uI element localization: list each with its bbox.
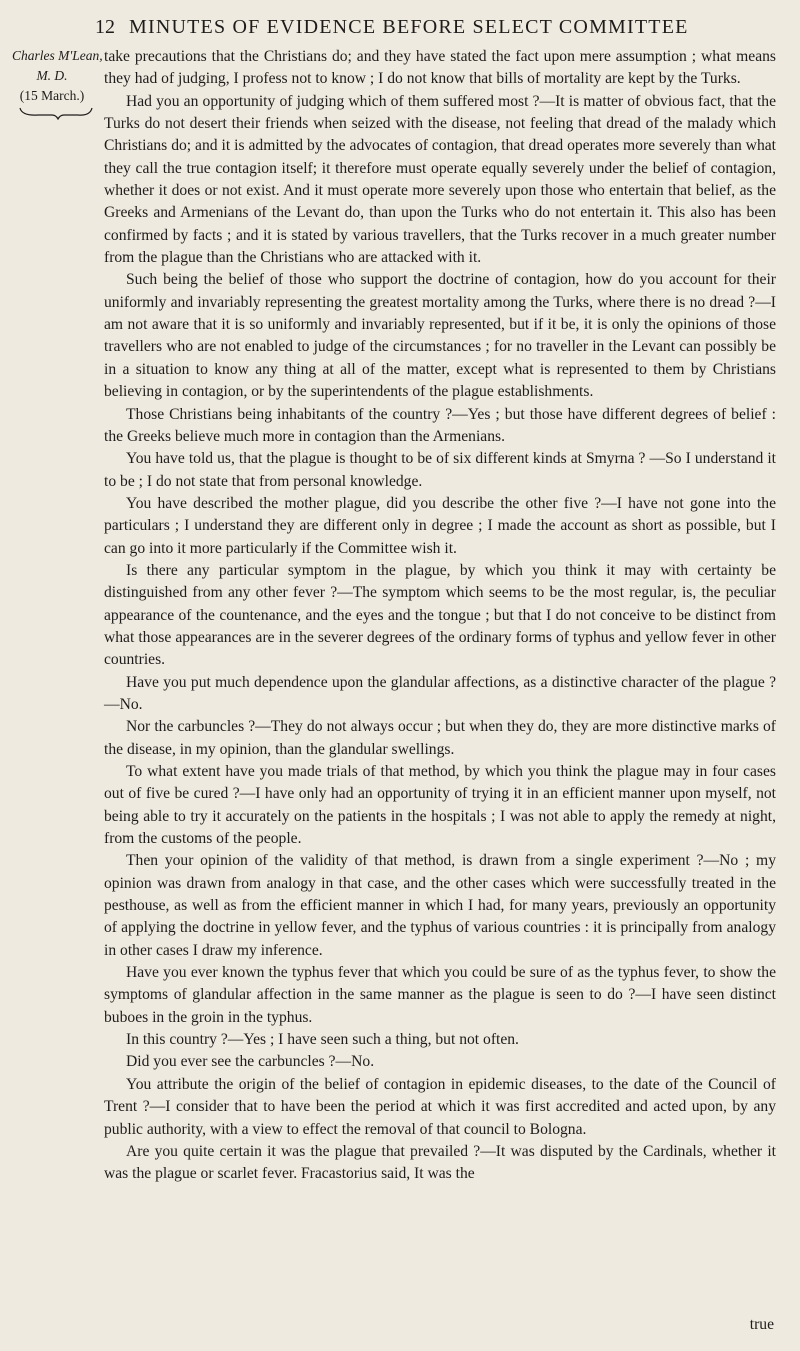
paragraph: Have you ever known the typhus fever that which you could be sure of as the typhus fever, to show the symptoms of glandular affection in the same manner as the plague is seen to do ?—I have seen distinct buboes in the groin in the typhus. [104, 964, 776, 1026]
paragraph: To what extent have you made trials of that method, by which you think the plague may in four cases out of five be cured ?—I have only had an opportunity of trying it in an efficient manner upon myself, not being able to try it accurately on the patients in the hospitals ; I was not able to apply the remedy at night, from the customs of the people. [104, 763, 776, 848]
brace-icon [18, 106, 94, 120]
body-text [104, 46, 776, 1186]
paragraph: Such being the belief of those who support the doctrine of contagion, how do you account for their uniformly and invariably representing the greatest mortality among the Turks, where there is no dread ?—I am not aware that it is so uniformly and invariably represented, but if it be, it is only the opinions of those travellers who are not enabled to judge of the circumstances ; for no traveller in the Levant can possibly be in a situation to know any thing at all of the matter, except what is represented to them by Christians believing in contagion, or by the superintendents of the plague establishments. [104, 271, 776, 401]
paragraph: Then your opinion of the validity of that method, is drawn from a single experiment ?—No ; my opinion was drawn from analogy in that case, and the other cases which were successfully treated in the pesthouse, as well as from the efficient manner in which I had, for many years, previously an opportunity of applying the doctrine in yellow fever, and the typhus of various countries : it is principally from analogy in other cases I draw my inference. [104, 852, 776, 959]
running-title: MINUTES OF EVIDENCE BEFORE SELECT COMMITTEE [129, 16, 689, 38]
paragraph: take precautions that the Christians do; and they have stated the fact upon mere assumption ; what means they had of judging, I profess not to know ; I do not know that bills of mortality are kept by the Turks. [104, 48, 776, 88]
paragraph: You attribute the origin of the belief of contagion in epidemic diseases, to the date of the Council of Trent ?—I consider that to have been the period at which it was first accredited and acted upon, by any public authority, with a view to effect the removal of that council to Bologna. [104, 1075, 776, 1138]
page-number: 12 [95, 16, 115, 38]
paragraph: Have you put much dependence upon the glandular affections, as a distinctive character of the plague ?—No. [104, 673, 776, 713]
paragraph: Are you quite certain it was the plague that prevailed ?—It was disputed by the Cardinals, whether it was the plague or scarlet fever. Fracastorius said, It was the [104, 1142, 776, 1183]
paragraph: Those Christians being inhabitants of the country ?—Yes ; but those have different degrees of belief : the Greeks believe much more in contagion than the Armenians. [104, 405, 776, 445]
catchword: true [749, 1316, 774, 1333]
paragraph: You have told us, that the plague is thought to be of six different kinds at Smyrna ? —So I understand it to be ; I do not state that from personal knowledge. [104, 450, 776, 490]
paragraph: Had you an opportunity of judging which of them suffered most ?—It is matter of obvious fact, that the Turks do not desert their friends when seized with the disease, not feeling that dread of the malady which Christians do; and it is admitted by the advocates of contagion, that dread operates more severely than what they call the true contagion itself; it therefore must operate equally severely under the belief of contagion, whether it does or not exist. And it must operate more severely upon those who entertain that belief, as the Greeks and Armenians of the Levant do, than upon the Turks who do not entertain it. This also has been confirmed by facts ; and it is stated by various travellers, that the Turks recover in a much greater number from the plague than the Christians who are attacked with it. [104, 92, 776, 267]
paragraph: You have described the mother plague, did you describe the other five ?—I have not gone into the particulars ; I understand they are different only in degree ; I made the account as short as possible, but I can go into it more particularly if the Committee wish it. [104, 494, 776, 557]
witness-title: M. D. [36, 68, 68, 83]
paragraph: In this country ?—Yes ; I have seen such a thing, but not often. [126, 1031, 519, 1049]
witness-name: Charles M'Lean, [12, 48, 103, 63]
hearing-date: (15 March.) [19, 88, 85, 103]
paragraph: Did you ever see the carbuncles ?—No. [126, 1053, 375, 1071]
paragraph: Nor the carbuncles ?—They do not always occur ; but when they do, they are more distinctive marks of the disease, in my opinion, than the glandular swellings. [104, 718, 776, 758]
paragraph: Is there any particular symptom in the plague, by which you think it may with certainty be distinguished from any other fever ?—The symptom which seems to be the most regular, is, the peculiar appearance of the countenance, and the eyes and the tongue ; but that I do not conceive to be distinct from what those appearances are in the severer degrees of the ordinary forms of typhus and yellow fever in other countries. [104, 561, 776, 669]
margin-note [12, 46, 103, 106]
page-header [95, 16, 775, 39]
